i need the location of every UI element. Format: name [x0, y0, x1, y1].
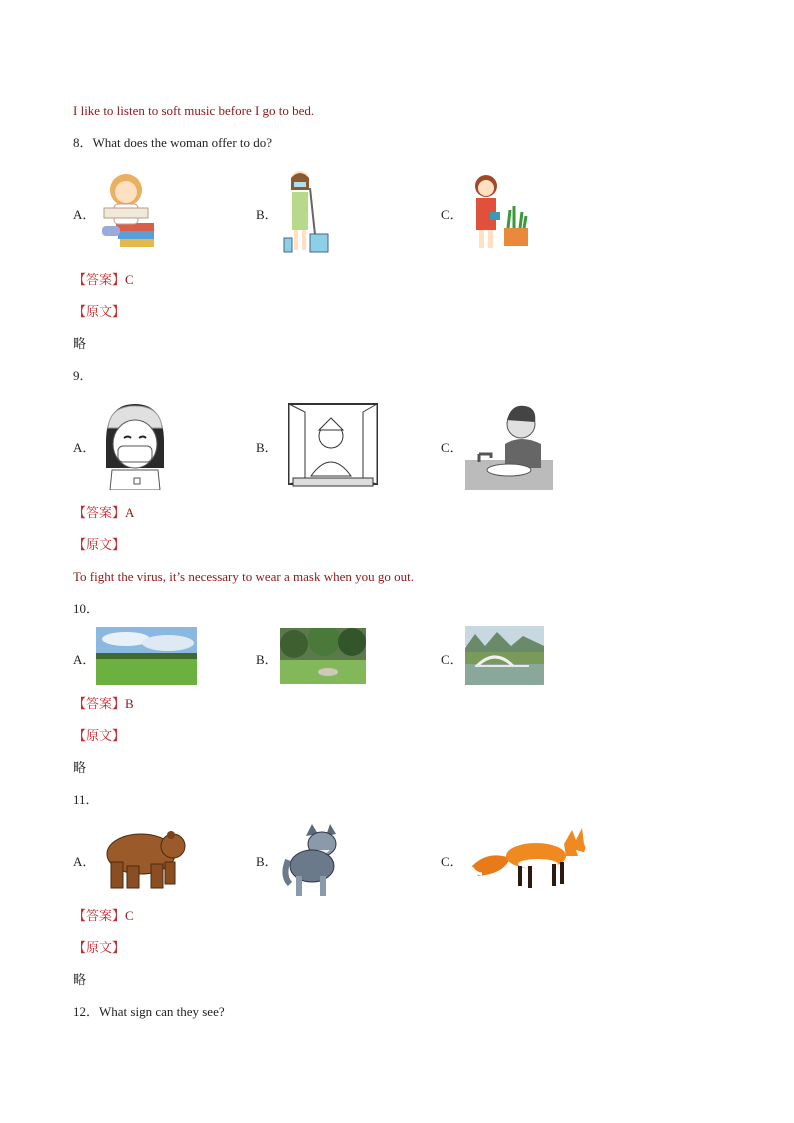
boy-at-window-image	[283, 400, 383, 494]
answer-tag: 【答案】	[73, 272, 126, 287]
girl-wearing-mask-image	[100, 398, 170, 490]
q11-option-b-label: B．	[256, 854, 278, 869]
answer-tag: 【答案】	[73, 696, 126, 711]
grassland-sky-image	[96, 627, 197, 685]
omitted-text: 略	[73, 760, 87, 775]
source-tag: 【原文】	[73, 728, 126, 743]
transcript-text: To fight the virus, it’s necessary to wear a mask when you go out.	[73, 569, 414, 584]
answer-value: B	[125, 696, 134, 711]
fox-image	[468, 822, 592, 890]
question-9: 9．	[73, 368, 93, 383]
source-tag: 【原文】	[73, 940, 126, 955]
source-tag: 【原文】	[73, 304, 126, 319]
q10-option-c-label: C．	[441, 652, 463, 667]
park-trees-rock-image	[280, 628, 366, 684]
girl-reading-books-image	[96, 168, 158, 254]
girl-watering-plants-image	[468, 172, 530, 250]
q11-answer	[73, 908, 134, 924]
omitted-text: 略	[73, 336, 87, 351]
answer-tag: 【答案】	[73, 505, 126, 520]
q9-option-a-label: A．	[73, 440, 96, 455]
q8-answer	[73, 272, 134, 288]
woman-mopping-image	[282, 168, 330, 256]
question-8: 8．What does the woman offer to do?	[73, 135, 273, 150]
q9-option-b-label: B．	[256, 440, 278, 455]
bear-image	[97, 822, 187, 890]
q11-option-c-label: C．	[441, 854, 463, 869]
answer-tag: 【答案】	[73, 908, 126, 923]
bridge-lake-image	[465, 626, 544, 685]
q8-option-a-label: A．	[73, 207, 96, 222]
q10-option-b-label: B．	[256, 652, 278, 667]
q8-option-c-label: C．	[441, 207, 463, 222]
q10-option-a-label: A．	[73, 652, 96, 667]
question-11: 11．	[73, 792, 99, 807]
answer-value: C	[125, 272, 134, 287]
question-12: 12．What sign can they see?	[73, 1004, 225, 1019]
answer-value: C	[125, 908, 134, 923]
answer-value: A	[125, 505, 135, 520]
source-tag: 【原文】	[73, 537, 126, 552]
q11-option-a-label: A．	[73, 854, 96, 869]
wolf-image	[282, 820, 348, 898]
q10-answer	[73, 696, 134, 712]
omitted-text: 略	[73, 972, 87, 987]
q9-option-c-label: C．	[441, 440, 463, 455]
transcript-text: I like to listen to soft music before I go to bed.	[73, 103, 315, 118]
q9-answer	[73, 505, 134, 521]
boy-washing-hands-image	[465, 400, 553, 490]
question-10: 10．	[73, 601, 100, 616]
q8-option-b-label: B．	[256, 207, 278, 222]
